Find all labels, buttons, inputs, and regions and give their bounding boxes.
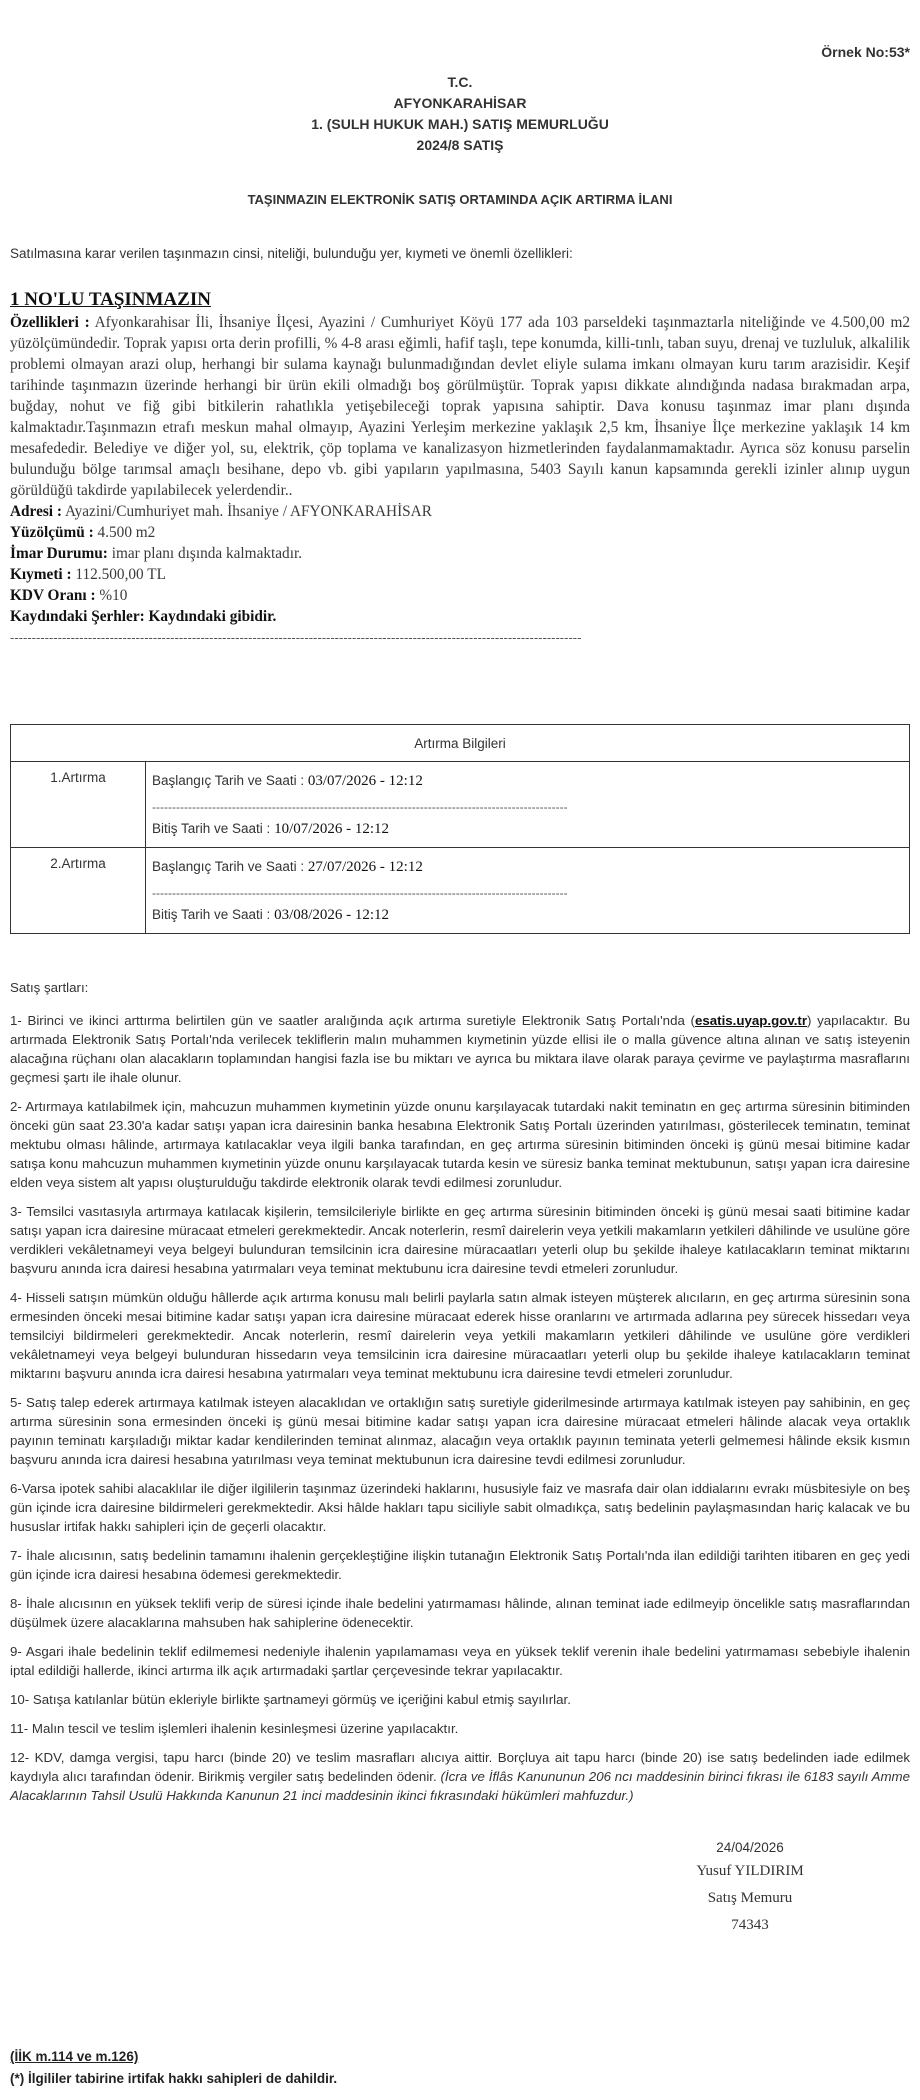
- term-8: 8- İhale alıcısının en yüksek teklifi verip de süresi içinde ihale bedelini yatırmaması hâlinde, alınan teminat iade edilmeyip öncelikle satış masraflarından düşülmek üzere alacaklarına mahsuben hak sahiplerine ödenecektir.: [10, 1596, 910, 1630]
- sale-terms: [10, 978, 910, 1815]
- value-amount: 112.500,00 TL: [75, 566, 166, 583]
- term-5: 5- Satış talep ederek artırmaya katılmak isteyen alacaklıdan ve ortaklığın satış suretiyle giderilmesinde artırmaya katılmak isteyen pay sahibinin, en geç artırma süresinin sona ermesinden önceki iş günü mesai bitimine kadar satışı yapan icra dairesine müracaat etmeleri hâlinde alacak veya ortaklık payının teminatı karşıladığı miktar kadar kendilerinden teminat alınmaz, alacağın veya ortaklık payının teminata yeterli gelmemesi hâlinde eksik kısmın başvuru anında icra dairesi hesabına yatırılması veya teminat mektubunun icra dairesine tevdi edilmesi zorunludur.: [10, 1395, 910, 1467]
- term-7: 7- İhale alıcısının, satış bedelinin tamamını ihalenin gerçekleştiğine ilişkin tutanağın Elektronik Satış Portalı'nda ilan edildiği tarihten itibaren en geç yedi gün içinde icra dairesi hesabına ödemesi gerekmektedir.: [10, 1548, 910, 1582]
- end-label-1: Bitiş Tarih ve Saati :: [152, 821, 275, 836]
- term-9: 9- Asgari ihale bedelinin teklif edilmemesi nedeniyle ihalenin yapılamaması veya en yüksek teklif verenin ihale bedelini yatırmaması sebebiyle ihalenin iptal edildiği hallerde, ikinci artırma ilk açık artırmadaki şartlar çerçevesinde tekrar yapılacaktır.: [10, 1644, 910, 1678]
- term-1: [10, 1011, 910, 1087]
- end-label-2: Bitiş Tarih ve Saati :: [152, 907, 275, 922]
- term-6: 6-Varsa ipotek sahibi alacaklılar ile diğer ilgililerin taşınmaz üzerindeki haklarını, hususiyle faiz ve masrafa dair olan iddialarını evrakı müsbitesiyle on beş gün içinde icra dairesine bildirmeleri gerekmektedir. Aksi hâlde hakları tapu siciliyle sabit olmadıkça, satış bedelinin paylaşmasından hariç kalacak ve bu hususlar irtifak hakkı sahipleri için de geçerli olacaktır.: [10, 1481, 910, 1534]
- property-value: [10, 564, 910, 585]
- footer: [10, 2046, 337, 2090]
- signer-title: Satış Memuru: [707, 1890, 793, 1906]
- vat-value: %10: [99, 587, 128, 604]
- property-zoning: [10, 543, 910, 564]
- signer-number: 74343: [731, 1917, 769, 1933]
- property-title: 1 NO'LU TAŞINMAZIN: [10, 289, 211, 310]
- term-10: 10- Satışa katılanlar bütün ekleriyle birlikte şartnameyi görmüş ve içeriğini kabul etmiş sayılırlar.: [10, 1692, 571, 1707]
- area-label: Yüzölçümü :: [10, 524, 94, 541]
- end-value-2: 03/08/2026 - 12:12: [274, 907, 390, 923]
- property-annotations: [10, 606, 910, 627]
- term-1-text-b: ) yapılacaktır. Bu artırmada Elektronik Satış Portalı'nda verilecek tekliflerin malın muhammen kıymetinin yüzde ellisi ile o malla güvence altına alınan ve satış isteyenin alacağına rüçhanı olan alacakların toplamından hangisi fazla ise bu miktarı ve ayrıca bu miktara ilave olarak paraya çevirme ve paylaştırma masraflarını geçmesi şartı ile ihale olunur.: [10, 1013, 910, 1085]
- signature-block: [650, 1838, 850, 1939]
- start-date-line-2: [152, 856, 903, 878]
- property-features: [10, 312, 910, 501]
- signature-date: 24/04/2026: [716, 1840, 784, 1855]
- auction-label-1: 1.Artırma: [11, 762, 146, 848]
- auction-dates-1: [146, 762, 910, 848]
- property-section: [10, 288, 910, 648]
- start-label-1: Başlangıç Tarih ve Saati :: [152, 773, 308, 788]
- property-vat: [10, 585, 910, 606]
- features-text: Afyonkarahisar İli, İhsaniye İlçesi, Ayazini / Cumhuriyet Köyü 177 ada 103 parseldeki taşınmaztarla niteliğinde ve 4.500,00 m2 yüzölçümündedir. Toprak yapısı orta derin profilli, % 4-8 arası eğimli, hafif taşlı, tepe konumda, killi-tınlı, taban suyu, drenaj ve tuzluluk, alkalilik problemi olmayan arazi olup, herhangi bir sulama kaynağı bulunmadığından devlet eliyle sulama imkanı olmayan kuru tarım arazisidir. Keşif tarihinde taşınmazın üzerinde herhangi bir ürün ekili olmadığı boş görülmüştür. Toprak yapısı dikkate alındığında nadasa bırakmadan arpa, buğday, nohut ve fiğ gibi bitkilerin rahatlıkla yetişebileceği toprak yapısına sahiptir. Dava konusu taşınmaz imar planı dışında kalmaktadır.Taşınmazın etrafı meskun mahal olmayıp, Ayazini Yerleşim merkezine yaklaşık 2,5 km, İhsaniye İlçe merkezine yaklaşık 14 km mesafededir. Belediye ve diğer yol, su, elektrik, çöp toplama ve kanalizasyon hizmetlerinden faydalanmamaktadır. Ayrıca söz konusu parselin bulunduğu bölge tarımsal amaçlı besihane, depo vb. gibi yapıların yapılmasına, 5403 Sayılı kanun kapsamında gerekli izinler alınıp uygun görüldüğü takdirde yapılabilecek yelerdendir..: [10, 314, 911, 499]
- auction-row-2: [11, 848, 910, 934]
- header-tc: T.C.: [447, 74, 473, 90]
- announcement-title: TAŞINMAZIN ELEKTRONİK SATIŞ ORTAMINDA AÇIK ARTIRMA İLANI: [247, 192, 673, 207]
- term-12-text-b: (İcra ve İflâs Kanununun 206 ncı maddesinin birinci fıkrası ile 6183 sayılı Amme Alacaklarının Tahsil Usulü Hakkında Kanunun 21 inci maddesinin ikinci fıkrasındaki hükümleri mahfuzdur.): [10, 1769, 911, 1803]
- intro-text: Satılmasına karar verilen taşınmazın cinsi, niteliği, bulunduğu yer, kıymeti ve önemli özellikleri:: [10, 246, 573, 261]
- start-value-2: 27/07/2026 - 12:12: [307, 859, 423, 875]
- header-file-no: 2024/8 SATIŞ: [416, 137, 504, 153]
- ornek-no: Örnek No:53*: [821, 44, 910, 60]
- auction-table-header: Artırma Bilgileri: [11, 725, 910, 762]
- area-value: 4.500 m2: [97, 524, 156, 541]
- auction-separator-1: --------------------------------------------------------------------------------------------------------: [152, 800, 568, 814]
- term-2: 2- Artırmaya katılabilmek için, mahcuzun muhammen kıymetinin yüzde onunu karşılayacak tutardaki nakit teminatın en geç artırma süresinin bitiminden önceki gün saat 23.30'a kadar satışı yapan icra dairesinin banka hesabına Elektronik Satış Portalı üzerinden yatırılması, gösterilecek teminatın, teminat mektubu olması hâlinde, artırmaya katılacaklar veya ilgili banka tarafından, en geç artırma süresinin bitiminden önceki iş günü mesai bitimine kadar satışa konu mahcuzun muhammen kıymetinin yüzde onunu karşılayacak tutarda kesin ve süresiz banka teminat mektubunun, satışı yapan icra dairesine elden veya sistem alt yapısı oluşturulduğu takdirde elektronik olarak tevdi edilmesi zorunludur.: [10, 1099, 910, 1190]
- address-value: Ayazini/Cumhuriyet mah. İhsaniye / AFYONKARAHİSAR: [64, 503, 432, 520]
- value-label: Kıymeti :: [10, 566, 72, 583]
- property-area: [10, 522, 910, 543]
- auction-label-2: 2.Artırma: [11, 848, 146, 934]
- header-city: AFYONKARAHİSAR: [393, 95, 527, 111]
- features-label: Özellikleri :: [10, 314, 90, 331]
- term-1-text-a: 1- Birinci ve ikinci arttırma belirtilen gün ve saatler aralığında açık artırma suretiyle Elektronik Satış Portalı'nda (: [10, 1013, 695, 1028]
- annotations-text: Kaydındaki Şerhler: Kaydındaki gibidir.: [10, 608, 277, 625]
- zoning-value: imar planı dışında kalmaktadır.: [111, 545, 303, 562]
- auction-table: [10, 724, 910, 934]
- term-3: 3- Temsilci vasıtasıyla artırmaya katılacak kişilerin, temsilcileriyle birlikte en geç artırma süresinin bitiminden önceki iş günü mesai saati bitimine kadar satışı yapan icra dairesine müracaat etmeleri gerekmektedir. Ancak noterlerin, resmî dairelerin veya yetkili makamların yetkileri dâhilinde ve usulüne göre verdikleri vekâletnameyi veya belgeyi bulunduran temsilcinin icra dairesine müracaatları yeterli olup bu şekilde ihaleye katılacakların teminat miktarını başvuru anında icra dairesi hesabına yatırmaları veya teminat mektubunu icra dairesine tevdi etmeleri zorunludur.: [10, 1204, 910, 1276]
- end-date-line-1: [152, 818, 903, 840]
- auction-separator-2: --------------------------------------------------------------------------------------------------------: [152, 886, 568, 900]
- start-label-2: Başlangıç Tarih ve Saati :: [152, 859, 308, 874]
- terms-heading: Satış şartları:: [10, 980, 89, 995]
- header-office: 1. (SULH HUKUK MAH.) SATIŞ MEMURLUĞU: [311, 116, 609, 132]
- start-date-line-1: [152, 770, 903, 792]
- term-12-text-a: 12- KDV, damga vergisi, tapu harcı (binde 20) ve teslim masrafları alıcıya aittir. Borçluya ait tapu harcı (binde 20) ise satış bedelinden iade edilmek kaydıyla alıcı tarafından ödenir. Birikmiş vergiler satış bedelinden ödenir.: [10, 1750, 910, 1784]
- auction-row-1: [11, 762, 910, 848]
- zoning-label: İmar Durumu:: [10, 545, 108, 562]
- auction-dates-2: [146, 848, 910, 934]
- start-value-1: 03/07/2026 - 12:12: [307, 773, 423, 789]
- property-address: [10, 501, 910, 522]
- end-date-line-2: [152, 904, 903, 926]
- term-12: [10, 1748, 910, 1805]
- footer-law-ref: (İİK m.114 ve m.126): [10, 2049, 139, 2064]
- term-4: 4- Hisseli satışın mümkün olduğu hâllerde açık artırma konusu malı belirli paylarla satın almak isteyen müşterek alıcıların, en geç artırma süresinin sona ermesinden önceki mesai bitimine kadar satışı yapan icra dairesine müracaat ederek hisse oranlarını ve artırmada adlarına pey sürecek hissedarı veya temsilciyi bildirmeleri gerekmektedir. Ancak noterlerin, resmî dairelerin veya yetkili makamların yetkileri dâhilinde ve usulüne göre verdikleri vekâletnameyi veya belgeyi bulunduran hissedarın veya temsilcinin icra dairesine müracaatları yeterli olup bu şekilde ihaleye katılacakların teminat miktarını başvuru anında icra dairesi hesabına yatırmaları veya teminat mektubunu icra dairesine tevdi etmeleri zorunludur.: [10, 1290, 910, 1381]
- signer-name: Yusuf YILDIRIM: [696, 1863, 804, 1879]
- address-label: Adresi :: [10, 503, 62, 520]
- document-header: [10, 72, 910, 156]
- end-value-1: 10/07/2026 - 12:12: [274, 821, 390, 837]
- footer-note: (*) İlgililer tabirine irtifak hakkı sahipleri de dahildir.: [10, 2071, 338, 2086]
- section-divider: ------------------------------------------------------------------------------------------------------------------------------------: [10, 630, 582, 645]
- esatis-link[interactable]: esatis.uyap.gov.tr: [694, 1013, 808, 1028]
- vat-label: KDV Oranı :: [10, 587, 96, 604]
- term-11: 11- Malın tescil ve teslim işlemleri ihalenin kesinleşmesi üzerine yapılacaktır.: [10, 1721, 459, 1736]
